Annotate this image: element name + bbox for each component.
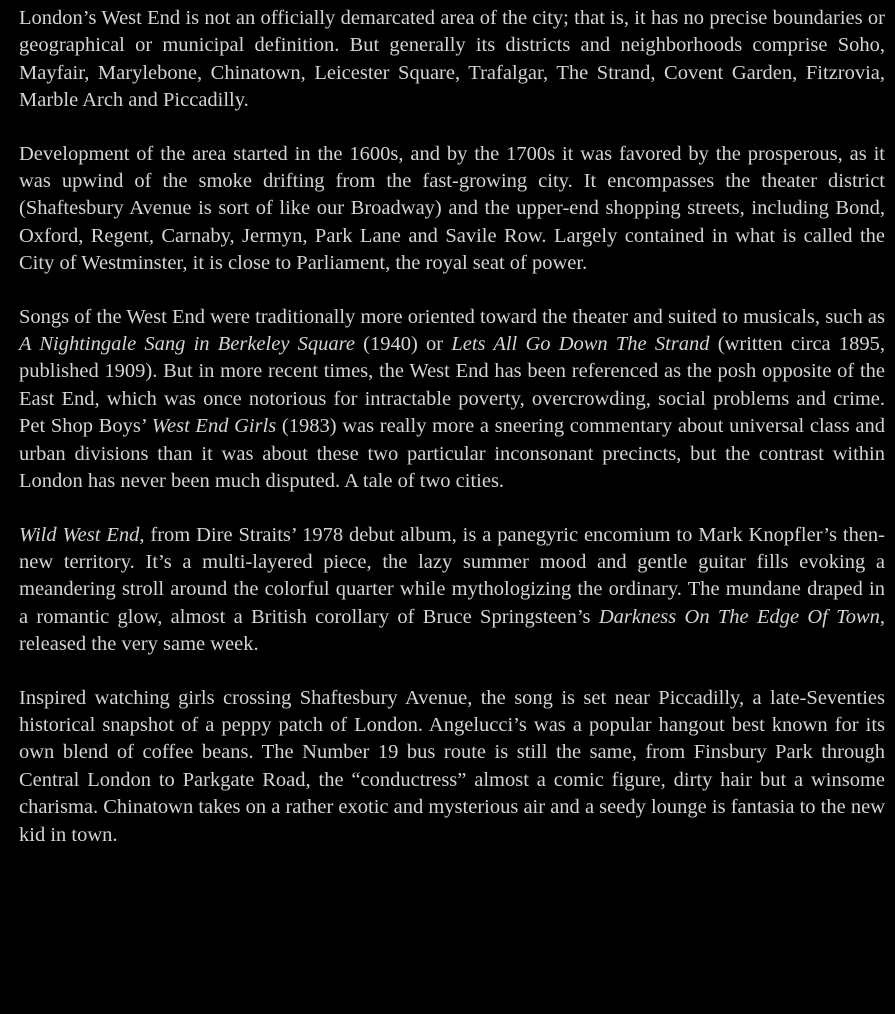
song-title: Lets All Go Down The Strand [451,333,710,356]
paragraph-west-end-songs [19,304,885,496]
text-span: Songs of the West End were traditionally more oriented toward the theater and suited to musicals, such as [19,305,885,328]
text-span: , from Dire Straits’ 1978 debut album, is a panegyric encomium to Mark Knopfler’s then-new territory. It’s a multi-layered piece, the lazy summer mood and gentle guitar fills evoking a meandering stroll around the colorful quarter while mythologizing the ordinary. The mundane draped in a romantic glow, almost a British corollary of Bruce Springsteen’s [19,523,885,628]
paragraph-west-end-definition: London’s West End is not an officially demarcated area of the city; that is, it has no precise boundaries or geographical or municipal definition. But generally its districts and neighborhoods comprise Soho, Mayfair, Marylebone, Chinatown, Leicester Square, Trafalgar, The Strand, Covent Garden, Fitzrovia, Marble Arch and Piccadilly. [19,7,885,112]
paragraph-development-history: Development of the area started in the 1600s, and by the 1700s it was favored by the prosperous, as it was upwind of the smoke drifting from the fast-growing city. It encompasses the theater district (Shaftesbury Avenue is sort of like our Broadway) and the upper-end shopping streets, including Bond, Oxford, Regent, Carnaby, Jermyn, Park Lane and Savile Row. Largely contained in what is called the City of Westminster, it is close to Parliament, the royal seat of power. [19,142,885,275]
song-title: Wild West End [19,523,140,546]
album-title: Darkness On The Edge Of Town [598,605,880,628]
text-span: (1940) or [354,333,452,356]
paragraph-wild-west-end [19,522,885,659]
paragraph-song-setting: Inspired watching girls crossing Shaftesbury Avenue, the song is set near Piccadilly, a late-Seventies historical snapshot of a peppy patch of London. Angelucci’s was a popular hangout best known for its own blend of coffee beans. The Number 19 bus route is still the same, from Finsbury Park through Central London to Parkgate Road, the “conductress” almost a comic figure, dirty hair but a winsome charisma. Chinatown takes on a rather exotic and mysterious air and a seedy lounge is fantasia to the new kid in town. [19,686,885,846]
text-span: , released the very same week. [19,605,885,656]
song-title: West End Girls [151,415,277,438]
text-span: (written circa 1895, published 1909). But in more recent times, the West End has been referenced as the posh opposite of the East End, which was once notorious for intractable poverty, overcrowding, social problems and crime. Pet Shop Boys’ [19,333,885,438]
text-span: (1983) was really more a sneering commentary about universal class and urban divisions than it was about these two particular inconsonant precincts, but the contrast within London has never been much disputed. A tale of two cities. [19,415,886,493]
song-title: A Nightingale Sang in Berkeley Square [19,333,355,356]
article-body [19,5,885,849]
